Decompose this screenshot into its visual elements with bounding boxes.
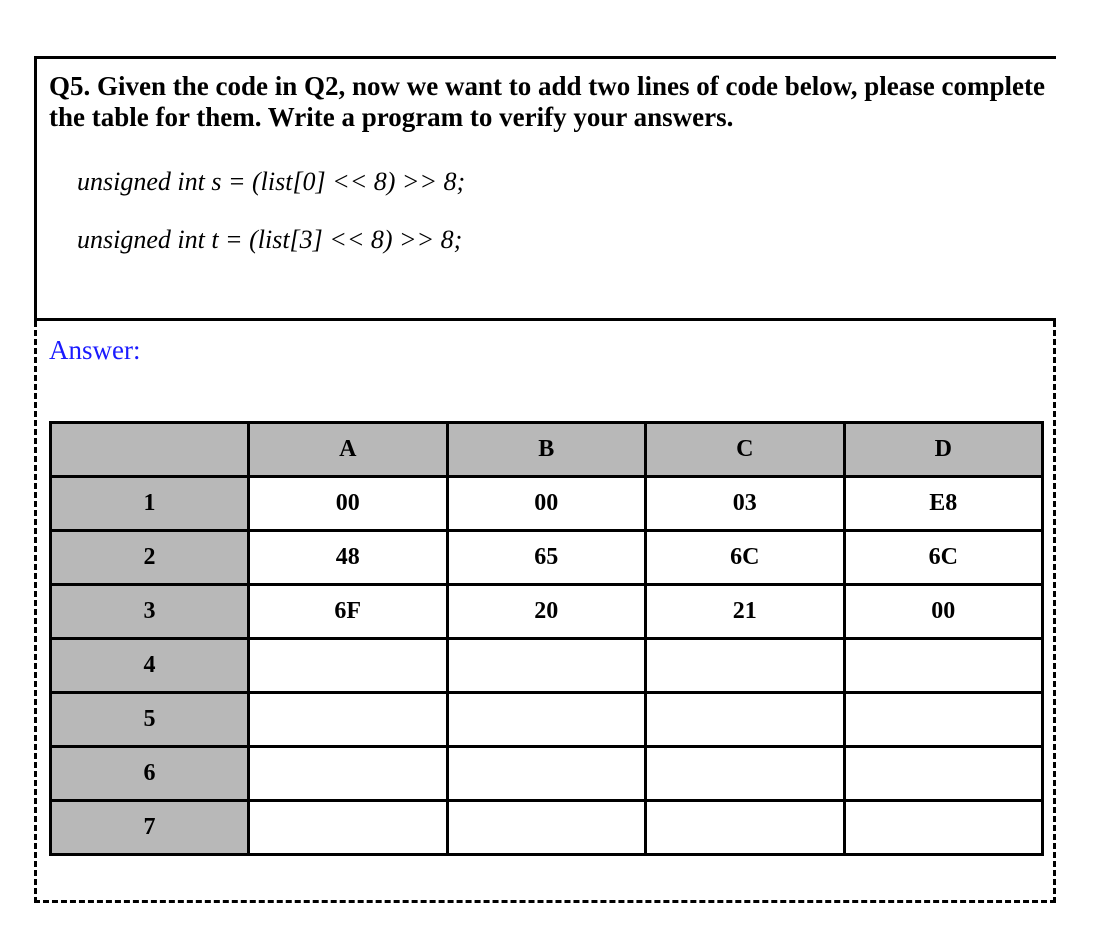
table-header-row <box>51 423 1043 477</box>
table-cell[interactable]: 21 <box>646 585 845 639</box>
question-line-1: Q5. Given the code in Q2, now we want to add two lines of code below, please complete <box>49 71 1045 101</box>
row-header: 3 <box>51 585 249 639</box>
table-cell[interactable]: 03 <box>646 477 845 531</box>
table-cell[interactable] <box>646 693 845 747</box>
table-row <box>51 693 1043 747</box>
row-header: 1 <box>51 477 249 531</box>
table-row <box>51 639 1043 693</box>
table-cell[interactable] <box>844 747 1043 801</box>
table-cell[interactable] <box>447 801 646 855</box>
table-cell[interactable] <box>447 693 646 747</box>
column-header-a: A <box>249 423 448 477</box>
row-header: 2 <box>51 531 249 585</box>
table-cell[interactable]: 00 <box>249 477 448 531</box>
answer-label: Answer: <box>49 335 141 365</box>
table-row <box>51 477 1043 531</box>
table-cell[interactable]: 00 <box>844 585 1043 639</box>
table-cell[interactable]: 20 <box>447 585 646 639</box>
table-cell[interactable] <box>447 747 646 801</box>
table-cell[interactable]: E8 <box>844 477 1043 531</box>
table-cell[interactable] <box>447 639 646 693</box>
row-header: 4 <box>51 639 249 693</box>
answer-box <box>34 321 1056 903</box>
table-cell[interactable] <box>249 747 448 801</box>
table-cell[interactable]: 48 <box>249 531 448 585</box>
row-header: 7 <box>51 801 249 855</box>
code-line-t: unsigned int t = (list[3] << 8) >> 8; <box>77 225 463 254</box>
table-cell[interactable] <box>249 801 448 855</box>
row-header: 5 <box>51 693 249 747</box>
table-cell[interactable] <box>646 747 845 801</box>
table-cell[interactable]: 6F <box>249 585 448 639</box>
question-prompt <box>49 71 1056 133</box>
table-cell[interactable] <box>249 639 448 693</box>
answer-table <box>49 421 1044 856</box>
table-cell[interactable]: 6C <box>844 531 1043 585</box>
table-cell[interactable]: 00 <box>447 477 646 531</box>
table-cell[interactable]: 65 <box>447 531 646 585</box>
table-cell[interactable] <box>646 801 845 855</box>
table-cell[interactable] <box>844 693 1043 747</box>
corner-cell <box>51 423 249 477</box>
table-row <box>51 801 1043 855</box>
table-row <box>51 531 1043 585</box>
table-row <box>51 747 1043 801</box>
table-cell[interactable] <box>249 693 448 747</box>
code-line-s: unsigned int s = (list[0] << 8) >> 8; <box>77 167 466 196</box>
table-cell[interactable] <box>844 801 1043 855</box>
table-cell[interactable] <box>646 639 845 693</box>
column-header-c: C <box>646 423 845 477</box>
question-box <box>34 56 1056 321</box>
table-row <box>51 585 1043 639</box>
table-cell[interactable]: 6C <box>646 531 845 585</box>
column-header-d: D <box>844 423 1043 477</box>
row-header: 6 <box>51 747 249 801</box>
table-cell[interactable] <box>844 639 1043 693</box>
column-header-b: B <box>447 423 646 477</box>
question-line-2: the table for them. Write a program to verify your answers. <box>49 102 734 132</box>
